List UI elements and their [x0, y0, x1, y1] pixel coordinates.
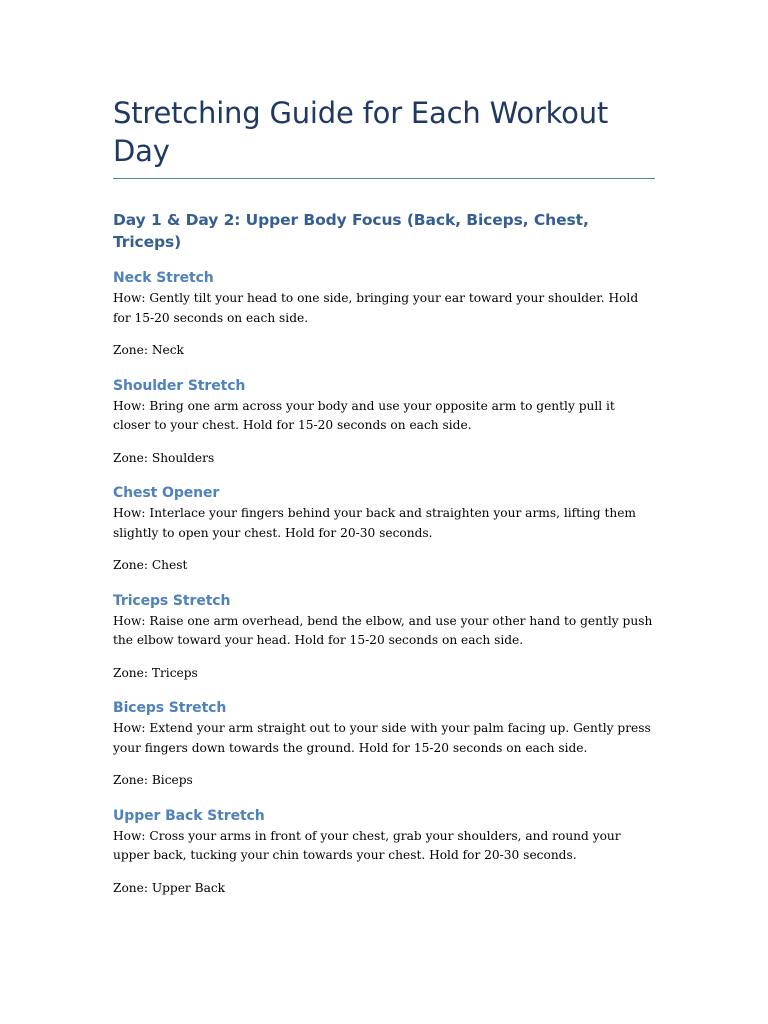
- stretch-zone-text: Zone: Triceps: [113, 665, 198, 680]
- document-title: Stretching Guide for Each Workout Day: [113, 94, 655, 179]
- document-page: [113, 94, 655, 898]
- stretch-item-biceps: [113, 698, 655, 791]
- stretch-zone-text: Zone: Shoulders: [113, 450, 215, 465]
- stretch-zone-text: Zone: Biceps: [113, 773, 193, 787]
- stretch-how-text: How: Interlace your fingers behind your back and straighten your arms, lifting them slightly to open your chest. Hold for 20-30 seconds.: [113, 506, 636, 540]
- stretch-zone-text: Zone: Neck: [113, 343, 184, 357]
- section-heading: Day 1 & Day 2: Upper Body Focus (Back, Biceps, Chest, Triceps): [113, 211, 589, 251]
- stretch-item-neck: [113, 268, 655, 361]
- stretch-zone-text: Zone: Upper Back: [113, 880, 226, 895]
- stretch-name: Upper Back Stretch: [113, 807, 265, 824]
- stretch-name: Chest Opener: [113, 485, 220, 501]
- stretch-name: Biceps Stretch: [113, 700, 227, 716]
- stretch-item-shoulder: [113, 376, 655, 469]
- stretch-name: Triceps Stretch: [113, 592, 231, 609]
- stretch-name: Shoulder Stretch: [113, 377, 246, 394]
- stretch-item-chest: [113, 483, 655, 576]
- stretch-how-text: How: Bring one arm across your body and use your opposite arm to gently pull it closer to your chest. Hold for 15-20 seconds on each side.: [113, 398, 615, 432]
- stretch-how-text: How: Extend your arm straight out to your side with your palm facing up. Gently press your fingers down towards the ground. Hold for 15-20 seconds on each side.: [113, 721, 651, 755]
- stretch-how-text: How: Raise one arm overhead, bend the elbow, and use your other hand to gently push the elbow toward your head. Hold for 15-20 seconds on each side.: [113, 613, 653, 647]
- stretch-how-text: How: Gently tilt your head to one side, bringing your ear toward your shoulder. Hold for 15-20 seconds on each side.: [113, 291, 639, 325]
- stretch-how-text: How: Cross your arms in front of your chest, grab your shoulders, and round your upper back, tucking your chin towards your chest. Hold for 20-30 seconds.: [113, 828, 621, 862]
- stretch-item-upper-back: [113, 806, 655, 899]
- stretch-zone-text: Zone: Chest: [113, 558, 188, 572]
- stretch-name: Neck Stretch: [113, 270, 214, 286]
- stretch-item-triceps: [113, 591, 655, 684]
